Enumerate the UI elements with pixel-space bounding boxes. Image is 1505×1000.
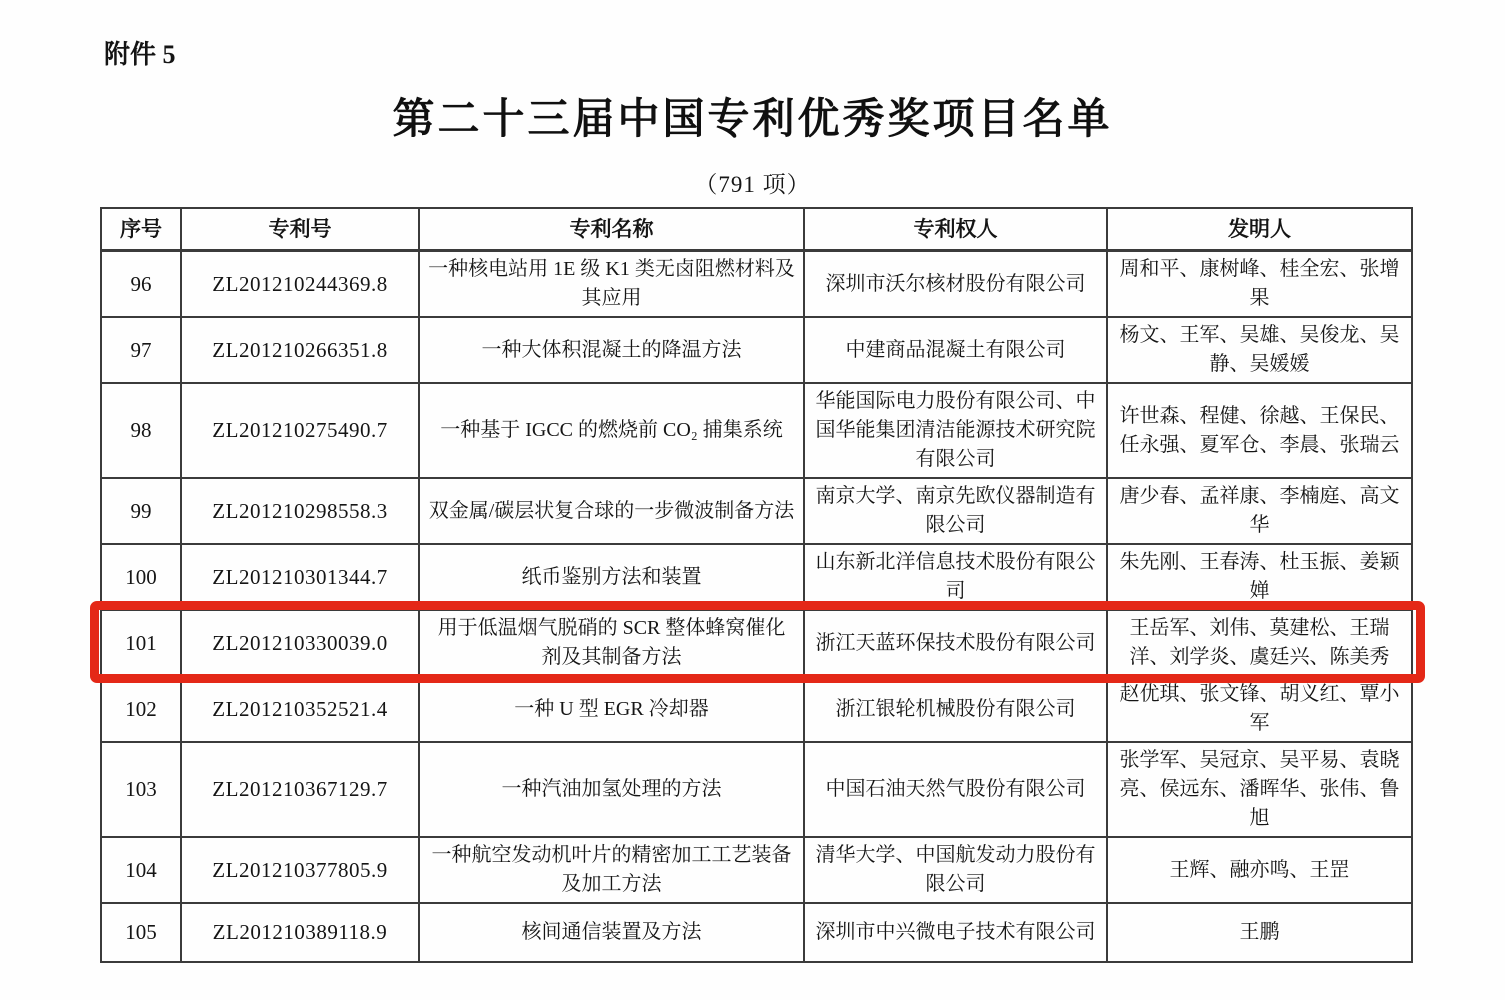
patentee-cell: 山东新北洋信息技术股份有限公司 (804, 544, 1107, 610)
row-number-cell: 104 (101, 837, 181, 903)
inventors-cell: 王辉、融亦鸣、王罡 (1107, 837, 1412, 903)
inventors-cell: 朱先刚、王春涛、杜玉振、姜颖婵 (1107, 544, 1412, 610)
patent-name-cell: 一种汽油加氢处理的方法 (419, 742, 804, 837)
patent-number-cell: ZL201210301344.7 (181, 544, 419, 610)
inventors-cell: 张学军、吴冠京、吴平易、袁晓亮、侯远东、潘晖华、张伟、鲁旭 (1107, 742, 1412, 837)
row-number-cell: 103 (101, 742, 181, 837)
patentee-cell: 浙江天蓝环保技术股份有限公司 (804, 610, 1107, 676)
inventors-cell: 周和平、康树峰、桂全宏、张增果 (1107, 251, 1412, 318)
patent-name-cell: 双金属/碳层状复合球的一步微波制备方法 (419, 478, 804, 544)
patentee-cell: 南京大学、南京先欧仪器制造有限公司 (804, 478, 1107, 544)
patent-number-cell: ZL201210377805.9 (181, 837, 419, 903)
patentee-cell: 清华大学、中国航发动力股份有限公司 (804, 837, 1107, 903)
patentee-cell: 浙江银轮机械股份有限公司 (804, 676, 1107, 742)
patent-name-cell: 纸币鉴别方法和装置 (419, 544, 804, 610)
inventors-cell: 唐少春、孟祥康、李楠庭、高文华 (1107, 478, 1412, 544)
patent-number-cell: ZL201210352521.4 (181, 676, 419, 742)
row-number-cell: 102 (101, 676, 181, 742)
table-row (101, 478, 1412, 544)
col-header-no: 序号 (101, 208, 181, 251)
patent-name-cell: 一种 U 型 EGR 冷却器 (419, 676, 804, 742)
inventors-cell: 王岳军、刘伟、莫建松、王瑞洋、刘学炎、虞廷兴、陈美秀 (1107, 610, 1412, 676)
patentee-cell: 华能国际电力股份有限公司、中国华能集团清洁能源技术研究院有限公司 (804, 383, 1107, 478)
row-number-cell: 99 (101, 478, 181, 544)
patent-table (100, 207, 1413, 963)
page-title: 第二十三届中国专利优秀奖项目名单 (392, 97, 1113, 143)
patent-name-cell: 一种核电站用 1E 级 K1 类无卤阻燃材料及其应用 (419, 251, 804, 318)
col-header-patent-number: 专利号 (181, 208, 419, 251)
col-header-inventors: 发明人 (1107, 208, 1412, 251)
patent-name-cell: 一种基于 IGCC 的燃烧前 CO₂ 捕集系统 (419, 383, 804, 478)
table-row (101, 742, 1412, 837)
row-number-cell: 100 (101, 544, 181, 610)
col-header-patentee: 专利权人 (804, 208, 1107, 251)
table-row (101, 903, 1412, 962)
patent-number-cell: ZL201210389118.9 (181, 903, 419, 962)
patent-number-cell: ZL201210367129.7 (181, 742, 419, 837)
patentee-cell: 深圳市中兴微电子技术有限公司 (804, 903, 1107, 962)
patent-number-cell: ZL201210266351.8 (181, 317, 419, 383)
row-number-cell: 105 (101, 903, 181, 962)
patent-table-wrap (100, 207, 1411, 963)
row-number-cell: 97 (101, 317, 181, 383)
patent-number-cell: ZL201210298558.3 (181, 478, 419, 544)
row-number-cell: 96 (101, 251, 181, 318)
table-header-row (101, 208, 1412, 251)
attachment-label: 附件 5 (104, 40, 176, 69)
row-number-cell: 101 (101, 610, 181, 676)
inventors-cell: 杨文、王军、吴雄、吴俊龙、吴静、吴媛媛 (1107, 317, 1412, 383)
patentee-cell: 中建商品混凝土有限公司 (804, 317, 1107, 383)
patent-number-cell: ZL201210275490.7 (181, 383, 419, 478)
patent-name-cell: 一种航空发动机叶片的精密加工工艺装备及加工方法 (419, 837, 804, 903)
table-row (101, 251, 1412, 318)
inventors-cell: 王鹏 (1107, 903, 1412, 962)
patentee-cell: 深圳市沃尔核材股份有限公司 (804, 251, 1107, 318)
patentee-cell: 中国石油天然气股份有限公司 (804, 742, 1107, 837)
table-row (101, 317, 1412, 383)
table-row (101, 383, 1412, 478)
table-row (101, 544, 1412, 610)
table-row (101, 610, 1412, 676)
col-header-patent-name: 专利名称 (419, 208, 804, 251)
patent-number-cell: ZL201210330039.0 (181, 610, 419, 676)
row-number-cell: 98 (101, 383, 181, 478)
patent-name-cell: 核间通信装置及方法 (419, 903, 804, 962)
patent-name-cell: 一种大体积混凝土的降温方法 (419, 317, 804, 383)
inventors-cell: 赵优琪、张文锋、胡义红、覃小军 (1107, 676, 1412, 742)
patent-name-cell: 用于低温烟气脱硝的 SCR 整体蜂窝催化剂及其制备方法 (419, 610, 804, 676)
item-count: （791 项） (694, 172, 811, 197)
patent-number-cell: ZL201210244369.8 (181, 251, 419, 318)
inventors-cell: 许世森、程健、徐越、王保民、任永强、夏军仓、李晨、张瑞云 (1107, 383, 1412, 478)
table-row (101, 837, 1412, 903)
table-row (101, 676, 1412, 742)
